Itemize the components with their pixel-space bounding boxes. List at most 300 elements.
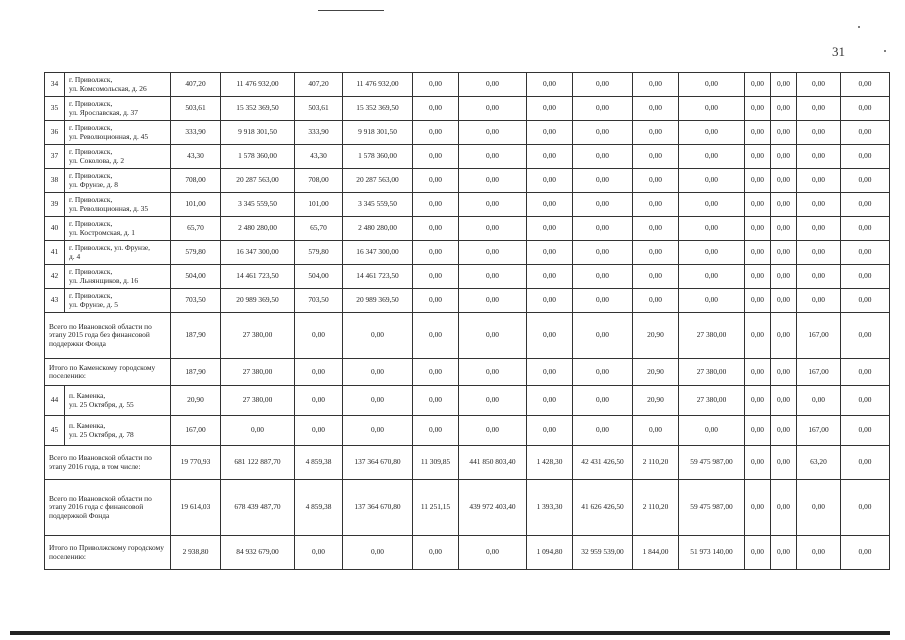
- value-cell: 0,00: [413, 265, 459, 289]
- value-cell: 0,00: [771, 446, 797, 480]
- value-cell: 11 309,85: [413, 446, 459, 480]
- value-cell: 0,00: [413, 97, 459, 121]
- value-cell: 0,00: [633, 145, 679, 169]
- value-cell: 579,80: [171, 241, 221, 265]
- value-cell: 167,00: [797, 416, 841, 446]
- value-cell: 14 461 723,50: [343, 265, 413, 289]
- value-cell: 2 110,20: [633, 446, 679, 480]
- row-number: 40: [45, 217, 65, 241]
- table-row: [45, 289, 890, 313]
- row-number: 43: [45, 289, 65, 313]
- value-cell: 333,90: [295, 121, 343, 145]
- address-line-1: г. Приволжск,: [69, 195, 113, 205]
- address-cell: [65, 265, 171, 289]
- value-cell: 0,00: [573, 313, 633, 359]
- value-cell: 0,00: [343, 359, 413, 386]
- value-cell: 0,00: [413, 169, 459, 193]
- value-cell: 27 380,00: [679, 386, 745, 416]
- value-cell: 708,00: [171, 169, 221, 193]
- table-row: [45, 121, 890, 145]
- value-cell: 0,00: [343, 313, 413, 359]
- value-cell: 0,00: [841, 480, 890, 536]
- value-cell: 0,00: [797, 480, 841, 536]
- value-cell: 0,00: [633, 289, 679, 313]
- value-cell: 0,00: [745, 480, 771, 536]
- value-cell: 0,00: [841, 241, 890, 265]
- summary-row: [45, 313, 890, 359]
- value-cell: 0,00: [841, 289, 890, 313]
- value-cell: 0,00: [771, 480, 797, 536]
- table-row: [45, 145, 890, 169]
- address-cell: [65, 386, 171, 416]
- value-cell: 0,00: [295, 313, 343, 359]
- value-cell: 0,00: [679, 217, 745, 241]
- value-cell: 0,00: [573, 265, 633, 289]
- value-cell: 0,00: [459, 241, 527, 265]
- value-cell: 0,00: [745, 241, 771, 265]
- value-cell: 0,00: [745, 169, 771, 193]
- value-cell: 0,00: [633, 265, 679, 289]
- value-cell: 0,00: [841, 386, 890, 416]
- address-cell: [65, 241, 171, 265]
- value-cell: 167,00: [171, 416, 221, 446]
- value-cell: 167,00: [797, 359, 841, 386]
- address-line-1: п. Каменка,: [69, 391, 106, 401]
- value-cell: 2 480 280,00: [343, 217, 413, 241]
- address-line-2: ул. Революционная, д. 45: [69, 131, 149, 141]
- row-number: 39: [45, 193, 65, 217]
- address-line-2: ул. Фрунзе, д. 8: [69, 179, 118, 189]
- value-cell: 0,00: [679, 121, 745, 145]
- value-cell: 0,00: [413, 313, 459, 359]
- value-cell: 0,00: [413, 73, 459, 97]
- value-cell: 167,00: [797, 313, 841, 359]
- table-row: [45, 73, 890, 97]
- value-cell: 4 859,38: [295, 446, 343, 480]
- value-cell: 504,00: [295, 265, 343, 289]
- value-cell: 0,00: [221, 416, 295, 446]
- value-cell: 0,00: [841, 97, 890, 121]
- value-cell: 0,00: [841, 313, 890, 359]
- value-cell: 0,00: [459, 359, 527, 386]
- value-cell: 0,00: [679, 416, 745, 446]
- value-cell: 0,00: [343, 416, 413, 446]
- value-cell: 439 972 403,40: [459, 480, 527, 536]
- value-cell: 0,00: [841, 121, 890, 145]
- value-cell: 0,00: [573, 169, 633, 193]
- value-cell: 681 122 887,70: [221, 446, 295, 480]
- value-cell: 4 859,38: [295, 480, 343, 536]
- value-cell: 0,00: [797, 121, 841, 145]
- value-cell: 0,00: [771, 289, 797, 313]
- value-cell: 27 380,00: [221, 313, 295, 359]
- table-row: [45, 386, 890, 416]
- value-cell: 0,00: [797, 217, 841, 241]
- value-cell: 0,00: [797, 265, 841, 289]
- value-cell: 0,00: [679, 241, 745, 265]
- value-cell: 0,00: [679, 169, 745, 193]
- address-line-1: г. Приволжск,: [69, 219, 113, 229]
- value-cell: 0,00: [459, 97, 527, 121]
- table-row: [45, 193, 890, 217]
- value-cell: 20,90: [633, 359, 679, 386]
- value-cell: 0,00: [679, 193, 745, 217]
- row-number: 41: [45, 241, 65, 265]
- value-cell: 59 475 987,00: [679, 480, 745, 536]
- value-cell: 0,00: [527, 313, 573, 359]
- value-cell: 0,00: [841, 536, 890, 570]
- value-cell: 0,00: [573, 97, 633, 121]
- value-cell: 0,00: [343, 536, 413, 570]
- value-cell: 42 431 426,50: [573, 446, 633, 480]
- value-cell: 15 352 369,50: [343, 97, 413, 121]
- summary-row: [45, 359, 890, 386]
- value-cell: 0,00: [797, 289, 841, 313]
- value-cell: 0,00: [527, 265, 573, 289]
- value-cell: 84 932 679,00: [221, 536, 295, 570]
- value-cell: 3 345 559,50: [221, 193, 295, 217]
- value-cell: 0,00: [413, 359, 459, 386]
- value-cell: 0,00: [413, 241, 459, 265]
- address-cell: [65, 169, 171, 193]
- value-cell: 0,00: [573, 193, 633, 217]
- row-number: 36: [45, 121, 65, 145]
- value-cell: 0,00: [841, 169, 890, 193]
- value-cell: 0,00: [745, 536, 771, 570]
- value-cell: 187,90: [171, 359, 221, 386]
- scan-speck: [884, 50, 886, 52]
- address-cell: [65, 416, 171, 446]
- value-cell: 32 959 539,00: [573, 536, 633, 570]
- value-cell: 579,80: [295, 241, 343, 265]
- value-cell: 0,00: [573, 359, 633, 386]
- value-cell: 0,00: [413, 193, 459, 217]
- value-cell: 0,00: [459, 121, 527, 145]
- row-number: 38: [45, 169, 65, 193]
- value-cell: 0,00: [797, 193, 841, 217]
- value-cell: 0,00: [633, 241, 679, 265]
- value-cell: 0,00: [797, 169, 841, 193]
- value-cell: 20 989 369,50: [221, 289, 295, 313]
- address-line-2: ул. Костромская, д. 1: [69, 227, 136, 237]
- address-line-1: г. Приволжск,: [69, 99, 113, 109]
- address-line-2: д. 4: [69, 251, 81, 261]
- address-line-1: г. Приволжск,: [69, 123, 113, 133]
- value-cell: 0,00: [459, 73, 527, 97]
- value-cell: 0,00: [459, 265, 527, 289]
- address-line-1: г. Приволжск,: [69, 147, 113, 157]
- value-cell: 1 844,00: [633, 536, 679, 570]
- value-cell: 27 380,00: [221, 359, 295, 386]
- value-cell: 0,00: [527, 359, 573, 386]
- value-cell: 0,00: [413, 416, 459, 446]
- top-rule: [318, 10, 384, 11]
- value-cell: 0,00: [633, 169, 679, 193]
- value-cell: 15 352 369,50: [221, 97, 295, 121]
- value-cell: 0,00: [745, 265, 771, 289]
- value-cell: 0,00: [745, 446, 771, 480]
- value-cell: 0,00: [841, 193, 890, 217]
- value-cell: 19 770,93: [171, 446, 221, 480]
- value-cell: 3 345 559,50: [343, 193, 413, 217]
- row-number: 37: [45, 145, 65, 169]
- value-cell: 0,00: [679, 73, 745, 97]
- value-cell: 703,50: [171, 289, 221, 313]
- value-cell: 0,00: [745, 217, 771, 241]
- value-cell: 43,30: [295, 145, 343, 169]
- value-cell: 0,00: [527, 97, 573, 121]
- value-cell: 0,00: [771, 313, 797, 359]
- value-cell: 1 393,30: [527, 480, 573, 536]
- value-cell: 0,00: [573, 217, 633, 241]
- value-cell: 1 094,80: [527, 536, 573, 570]
- address-line-2: ул. Фрунзе, д. 5: [69, 299, 118, 309]
- address-cell: [65, 193, 171, 217]
- value-cell: 0,00: [459, 193, 527, 217]
- value-cell: 0,00: [527, 73, 573, 97]
- value-cell: 0,00: [295, 386, 343, 416]
- address-line-1: г. Приволжск,: [69, 291, 113, 301]
- address-cell: [65, 73, 171, 97]
- value-cell: 0,00: [633, 416, 679, 446]
- address-cell: [65, 97, 171, 121]
- value-cell: 0,00: [527, 193, 573, 217]
- table-row: [45, 241, 890, 265]
- value-cell: 0,00: [841, 217, 890, 241]
- value-cell: 407,20: [295, 73, 343, 97]
- value-cell: 20,90: [171, 386, 221, 416]
- value-cell: 0,00: [633, 217, 679, 241]
- value-cell: 0,00: [797, 97, 841, 121]
- summary-row: [45, 536, 890, 570]
- address-cell: [65, 289, 171, 313]
- value-cell: 0,00: [745, 386, 771, 416]
- value-cell: 1 578 360,00: [221, 145, 295, 169]
- value-cell: 1 578 360,00: [343, 145, 413, 169]
- value-cell: 0,00: [573, 145, 633, 169]
- value-cell: 0,00: [797, 241, 841, 265]
- table-row: [45, 97, 890, 121]
- value-cell: 0,00: [745, 121, 771, 145]
- value-cell: 0,00: [573, 73, 633, 97]
- value-cell: 0,00: [413, 145, 459, 169]
- value-cell: 407,20: [171, 73, 221, 97]
- value-cell: 0,00: [633, 193, 679, 217]
- value-cell: 0,00: [573, 121, 633, 145]
- value-cell: 9 918 301,50: [343, 121, 413, 145]
- value-cell: 0,00: [573, 386, 633, 416]
- summary-row: [45, 446, 890, 480]
- value-cell: 0,00: [841, 446, 890, 480]
- value-cell: 20 287 563,00: [221, 169, 295, 193]
- value-cell: 65,70: [295, 217, 343, 241]
- value-cell: 16 347 300,00: [343, 241, 413, 265]
- address-line-1: г. Приволжск,: [69, 75, 113, 85]
- value-cell: 0,00: [841, 416, 890, 446]
- value-cell: 441 850 803,40: [459, 446, 527, 480]
- value-cell: 0,00: [771, 536, 797, 570]
- row-number: 34: [45, 73, 65, 97]
- value-cell: 20 287 563,00: [343, 169, 413, 193]
- address-cell: [65, 145, 171, 169]
- value-cell: 27 380,00: [679, 313, 745, 359]
- table-row: [45, 265, 890, 289]
- row-number: 45: [45, 416, 65, 446]
- address-line-2: ул. 25 Октября, д. 78: [69, 429, 134, 439]
- value-cell: 0,00: [771, 359, 797, 386]
- value-cell: 0,00: [841, 265, 890, 289]
- value-cell: 16 347 300,00: [221, 241, 295, 265]
- value-cell: 0,00: [771, 73, 797, 97]
- value-cell: 0,00: [295, 416, 343, 446]
- address-line-1: г. Приволжск,: [69, 267, 113, 277]
- value-cell: 0,00: [771, 416, 797, 446]
- value-cell: 678 439 487,70: [221, 480, 295, 536]
- address-line-1: п. Каменка,: [69, 421, 106, 431]
- summary-label: Итого по Каменскому городскому поселению:: [45, 359, 171, 386]
- value-cell: 504,00: [171, 265, 221, 289]
- value-cell: 20,90: [633, 386, 679, 416]
- value-cell: 0,00: [459, 289, 527, 313]
- value-cell: 0,00: [633, 121, 679, 145]
- value-cell: 0,00: [771, 241, 797, 265]
- value-cell: 0,00: [527, 386, 573, 416]
- value-cell: 0,00: [459, 145, 527, 169]
- value-cell: 0,00: [797, 386, 841, 416]
- value-cell: 0,00: [527, 217, 573, 241]
- value-cell: 0,00: [679, 265, 745, 289]
- value-cell: 0,00: [459, 416, 527, 446]
- value-cell: 137 364 670,80: [343, 480, 413, 536]
- value-cell: 503,61: [171, 97, 221, 121]
- value-cell: 63,20: [797, 446, 841, 480]
- value-cell: 2 938,80: [171, 536, 221, 570]
- value-cell: 0,00: [771, 386, 797, 416]
- value-cell: 0,00: [771, 169, 797, 193]
- value-cell: 0,00: [459, 169, 527, 193]
- value-cell: 2 110,20: [633, 480, 679, 536]
- value-cell: 0,00: [679, 97, 745, 121]
- value-cell: 14 461 723,50: [221, 265, 295, 289]
- address-cell: [65, 217, 171, 241]
- value-cell: 0,00: [679, 289, 745, 313]
- table-row: [45, 416, 890, 446]
- value-cell: 27 380,00: [679, 359, 745, 386]
- value-cell: 101,00: [295, 193, 343, 217]
- value-cell: 0,00: [745, 193, 771, 217]
- value-cell: 0,00: [797, 73, 841, 97]
- value-cell: 0,00: [459, 386, 527, 416]
- address-line-2: ул. Революционная, д. 35: [69, 203, 149, 213]
- value-cell: 0,00: [841, 145, 890, 169]
- value-cell: 20 989 369,50: [343, 289, 413, 313]
- value-cell: 0,00: [459, 313, 527, 359]
- summary-label: Всего по Ивановской области по этапу 2016 года, в том числе:: [45, 446, 171, 480]
- value-cell: 0,00: [413, 121, 459, 145]
- value-cell: 0,00: [573, 416, 633, 446]
- address-line-2: ул. Комсомольская, д. 26: [69, 83, 147, 93]
- value-cell: 0,00: [527, 241, 573, 265]
- value-cell: 0,00: [797, 145, 841, 169]
- value-cell: 59 475 987,00: [679, 446, 745, 480]
- value-cell: 503,61: [295, 97, 343, 121]
- summary-label: Итого по Приволжскому городскому поселению:: [45, 536, 171, 570]
- value-cell: 0,00: [413, 289, 459, 313]
- value-cell: 333,90: [171, 121, 221, 145]
- address-line-2: ул. Соколова, д. 2: [69, 155, 125, 165]
- row-number: 35: [45, 97, 65, 121]
- value-cell: 708,00: [295, 169, 343, 193]
- value-cell: 0,00: [771, 265, 797, 289]
- address-cell: [65, 121, 171, 145]
- value-cell: 187,90: [171, 313, 221, 359]
- value-cell: 703,50: [295, 289, 343, 313]
- value-cell: 19 614,03: [171, 480, 221, 536]
- value-cell: 0,00: [527, 289, 573, 313]
- value-cell: 9 918 301,50: [221, 121, 295, 145]
- value-cell: 0,00: [797, 536, 841, 570]
- summary-label: Всего по Ивановской области по этапу 2016 года с финансовой поддержкой Фонда: [45, 480, 171, 536]
- value-cell: 0,00: [527, 121, 573, 145]
- value-cell: 0,00: [771, 145, 797, 169]
- value-cell: 0,00: [841, 73, 890, 97]
- value-cell: 0,00: [633, 73, 679, 97]
- value-cell: 0,00: [413, 536, 459, 570]
- row-number: 42: [45, 265, 65, 289]
- value-cell: 137 364 670,80: [343, 446, 413, 480]
- value-cell: 11 251,15: [413, 480, 459, 536]
- address-line-2: ул. 25 Октября, д. 55: [69, 399, 134, 409]
- row-number: 44: [45, 386, 65, 416]
- value-cell: 0,00: [771, 97, 797, 121]
- value-cell: 0,00: [573, 241, 633, 265]
- table-row: [45, 217, 890, 241]
- value-cell: 0,00: [527, 145, 573, 169]
- value-cell: 65,70: [171, 217, 221, 241]
- value-cell: 0,00: [527, 416, 573, 446]
- address-line-2: ул. Ярославская, д. 37: [69, 107, 138, 117]
- value-cell: 0,00: [459, 536, 527, 570]
- value-cell: 0,00: [841, 359, 890, 386]
- value-cell: 0,00: [771, 121, 797, 145]
- value-cell: 43,30: [171, 145, 221, 169]
- value-cell: 0,00: [745, 73, 771, 97]
- value-cell: 0,00: [679, 145, 745, 169]
- value-cell: 0,00: [295, 359, 343, 386]
- value-cell: 41 626 426,50: [573, 480, 633, 536]
- value-cell: 0,00: [295, 536, 343, 570]
- value-cell: 0,00: [745, 313, 771, 359]
- value-cell: 1 428,30: [527, 446, 573, 480]
- summary-label: Всего по Ивановской области по этапу 2015 года без финансовой поддержки Фонда: [45, 313, 171, 359]
- value-cell: 0,00: [459, 217, 527, 241]
- value-cell: 0,00: [745, 145, 771, 169]
- address-line-1: г. Приволжск,: [69, 171, 113, 181]
- value-cell: 101,00: [171, 193, 221, 217]
- value-cell: 51 973 140,00: [679, 536, 745, 570]
- summary-row: [45, 480, 890, 536]
- value-cell: 0,00: [343, 386, 413, 416]
- table-row: [45, 169, 890, 193]
- value-cell: 2 480 280,00: [221, 217, 295, 241]
- value-cell: 0,00: [771, 217, 797, 241]
- value-cell: 0,00: [745, 416, 771, 446]
- bottom-rule: [10, 631, 890, 635]
- value-cell: 0,00: [413, 217, 459, 241]
- value-cell: 11 476 932,00: [343, 73, 413, 97]
- value-cell: 0,00: [745, 359, 771, 386]
- page-number: 31: [832, 44, 845, 59]
